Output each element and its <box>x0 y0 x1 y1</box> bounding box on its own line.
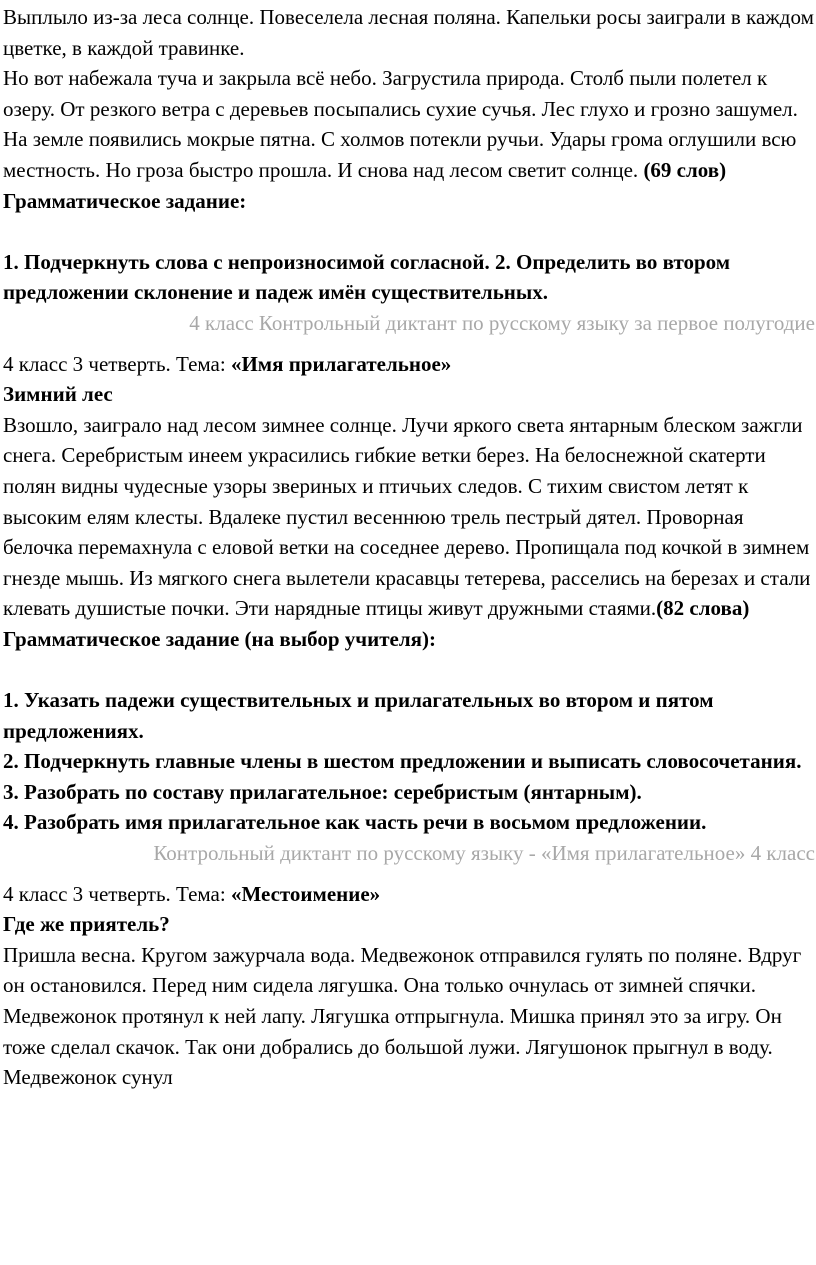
section-caption-link[interactable]: Контрольный диктант по русскому языку - «Имя прилагательное» 4 класс <box>153 841 815 866</box>
dictation-body <box>3 410 815 624</box>
topic-prefix: 4 класс 3 четверть. Тема: <box>3 351 231 376</box>
blank-line <box>3 654 815 685</box>
topic-name: «Местоимение» <box>230 881 381 906</box>
word-count: (82 слова) <box>656 596 750 621</box>
dictation-title: Зимний лес <box>3 382 113 407</box>
dictation-title: Где же приятель? <box>3 912 170 937</box>
topic-line <box>3 349 815 380</box>
grammar-task-item: 2. Подчеркнуть главные члены в шестом предложении и выписать словосочетания. <box>3 749 802 774</box>
grammar-task-item: 4. Разобрать имя прилагательное как часть речи в восьмом предложении. <box>3 810 707 835</box>
section-caption-link[interactable]: 4 класс Контрольный диктант по русскому языку за первое полугодие <box>189 310 815 335</box>
grammar-task-text: 1. Подчеркнуть слова с непроизносимой согласной. 2. Определить во втором предложении склонение и падеж имён существительных. <box>3 249 731 305</box>
grammar-task-item: 3. Разобрать по составу прилагательное: серебристым (янтарным). <box>3 779 642 804</box>
word-count: (69 слов) <box>643 157 727 182</box>
topic-prefix: 4 класс 3 четверть. Тема: <box>3 881 231 906</box>
dictation-text: Взошло, заиграло над лесом зимнее солнце. Лучи яркого света янтарным блеском зажгли снега. Серебристым инеем украсились гибкие ветки берез. На белоснежной скатерти полян видны чудесные узоры звериных и птичьих следов. С тихим свистом летят к высоким елям клесты. Вдалеке пустил весеннюю трель пестрый дятел. Проворная белочка перемахнула с еловой ветки на соседнее дерево. Пропищала под кочкой в зимнем гнезде мышь. Из мягкого снега вылетели красавцы тетерева, расселись на березах и стали клевать душистые почки. Эти нарядные птицы живут дружными стаями. <box>3 412 811 621</box>
topic-name: «Имя прилагательное» <box>230 351 452 376</box>
grammar-task-item: 1. Указать падежи существительных и прилагательных во втором и пятом предложениях. <box>3 688 714 743</box>
grammar-task-heading: Грамматическое задание (на выбор учителя): <box>3 626 436 651</box>
dictation-paragraph-2 <box>3 63 815 185</box>
blank-line <box>3 216 815 247</box>
grammar-task-heading: Грамматическое задание: <box>3 188 247 213</box>
dictation-paragraph-1: Выплыло из-за леса солнце. Повеселела лесная поляна. Капельки росы заиграли в каждом цветке, в каждой травинке. <box>3 5 814 60</box>
dictation-body: Пришла весна. Кругом зажурчала вода. Медвежонок отправился гулять по поляне. Вдруг он остановился. Перед ним сидела лягушка. Она только очнулась от зимней спячки. Медвежонок протянул к ней лапу. Лягушка отпрыгнула. Мишка принял это за игру. Он тоже сделал скачок. Так они добрались до большой лужи. Лягушонок прыгнул в воду. Медвежонок сунул <box>3 942 802 1090</box>
dictation-text: Но вот набежала туча и закрыла всё небо. Загрустила природа. Столб пыли полетел к озеру. От резкого ветра с деревьев посыпались сухие сучья. Лес глухо и грозно зашумел. На земле появились мокрые пятна. С холмов потекли ручьи. Удары грома оглушили всю местность. Но гроза быстро прошла. И снова над лесом светит солнце. <box>3 66 798 182</box>
topic-line <box>3 879 815 910</box>
document-page <box>3 2 815 1093</box>
